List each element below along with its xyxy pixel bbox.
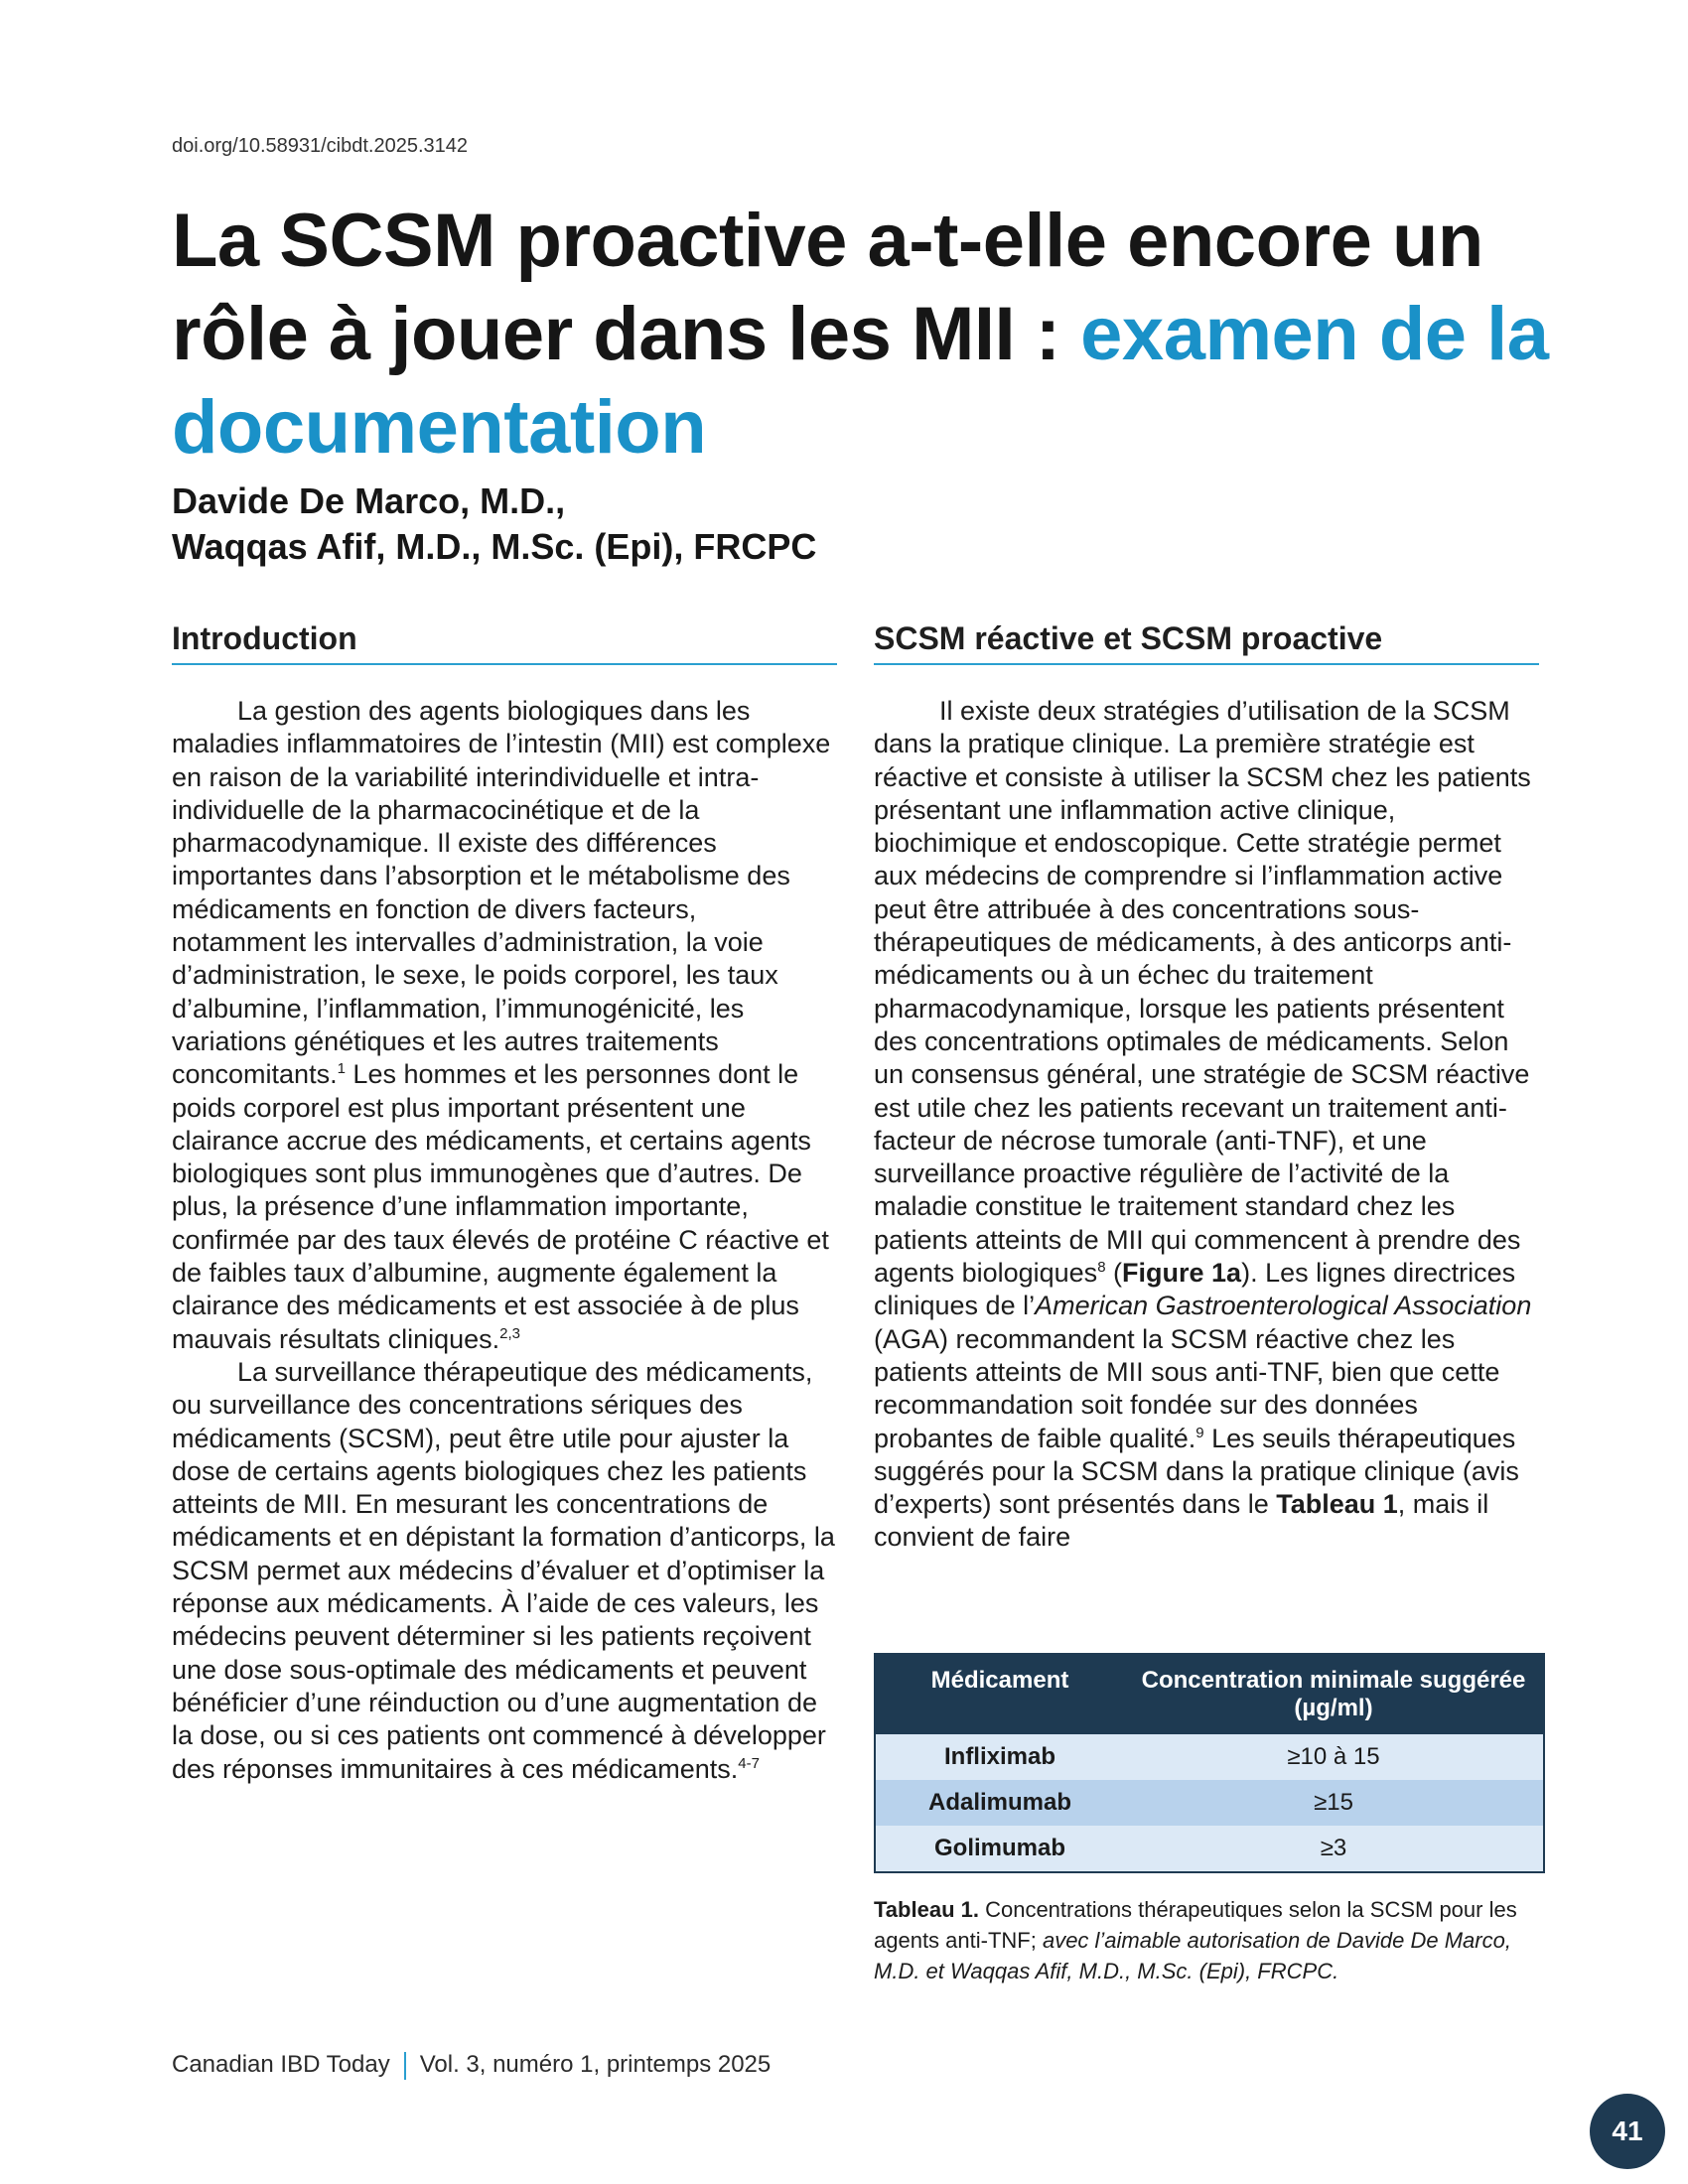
value-cell: ≥15 xyxy=(1124,1780,1543,1826)
left-column xyxy=(172,620,837,1786)
issue-info: Vol. 3, numéro 1, printemps 2025 xyxy=(419,2051,772,2078)
page-number: 41 xyxy=(1612,2116,1643,2146)
scsm-p1-paren: ( xyxy=(1105,1258,1123,1289)
header-concentration-label: Concentration minimale suggérée (µg/ml) xyxy=(1141,1667,1526,1721)
table-row xyxy=(876,1734,1543,1780)
intro-p1-text-a: La gestion des agents biologiques dans les maladies inflammatoires de l’intestin (MII) est complexe en raison de la variabilité interindividuelle et intra-individuelle de la pharmacocinétique et de la pharmacodynamique. Il existe des différences importantes dans l’absorption et le métabolisme des médicaments en fonction de divers facteurs, notamment les intervalles d’administration, la voie d’administration, le sexe, le poids corporel, les taux d’albumine, l’inflammation, l’immunogénicité, les variations génétiques et les autres traitements concomitants. xyxy=(172,696,831,1090)
table-row xyxy=(876,1780,1543,1826)
section-heading-introduction: Introduction xyxy=(172,620,837,665)
intro-paragraph-1 xyxy=(172,695,837,1356)
author-2: Waqqas Afif, M.D., M.Sc. (Epi), FRCPC xyxy=(172,526,817,567)
aga-name: American Gastroenterological Association xyxy=(1035,1291,1532,1321)
intro-paragraph-2 xyxy=(172,1356,837,1786)
reference-2-3: 2,3 xyxy=(499,1324,521,1342)
caption-credit: avec l’aimable autorisation de Davide De Marco, M.D. et Waqqas Afif, M.D., M.Sc. (Epi), FRCPC. xyxy=(874,1928,1511,1983)
drug-cell: Golimumab xyxy=(876,1826,1124,1871)
author-1: Davide De Marco, M.D., xyxy=(172,480,566,521)
scsm-p1-text-a: Il existe deux stratégies d’utilisation de la SCSM dans la pratique clinique. La première stratégie est réactive et consiste à utiliser la SCSM chez les patients présentant une inflammation active clinique, biochimique et endoscopique. Cette stratégie permet aux médecins de comprendre si l’inflammation active peut être attribuée à des concentrations sous-thérapeutiques de médicaments, à des anticorps anti-médicaments ou à un échec du traitement pharmacodynamique, lorsque les patients présentent des concentrations optimales de médicaments. Selon un consensus général, une stratégie de SCSM réactive est utile chez les patients recevant un traitement anti-facteur de nécrose tumorale (anti-TNF), et une surveillance proactive régulière de l’activité de la maladie constitue le traitement standard chez les patients atteints de MII qui commencent à prendre des agents biologiques xyxy=(874,696,1531,1289)
concentration-table xyxy=(876,1655,1543,1871)
reference-4-7: 4-7 xyxy=(738,1754,760,1772)
reference-1: 1 xyxy=(337,1060,346,1078)
value-cell: ≥3 xyxy=(1124,1826,1543,1871)
article-title xyxy=(172,195,1552,475)
section-heading-scsm: SCSM réactive et SCSM proactive xyxy=(874,620,1539,665)
table-1 xyxy=(874,1653,1545,1873)
figure-1a-ref[interactable]: Figure 1a xyxy=(1122,1258,1242,1289)
header-concentration xyxy=(1124,1655,1543,1734)
authors xyxy=(172,478,1065,570)
caption-text: Concentrations thérapeutiques selon la SCSM pour les agents anti-TNF; xyxy=(874,1897,1517,1953)
page-footer xyxy=(172,2051,771,2080)
title-accent: examen de la documentation xyxy=(172,292,1549,470)
intro-p2-text: La surveillance thérapeutique des médicaments, ou surveillance des concentrations sériques des médicaments (SCSM), peut être utile pour ajuster la dose de certains agents biologiques chez les patients atteints de MII. En mesurant les concentrations de médicaments et en dépistant la formation d’anticorps, la SCSM permet aux médecins d’évaluer et d’optimiser la réponse aux médicaments. À l’aide de ces valeurs, les médecins peuvent déterminer si les patients reçoivent une dose sous-optimale des médicaments et peuvent bénéficier d’une réinduction ou d’une augmentation de la dose, ou si ces patients ont commencé à développer des réponses immunitaires à ces médicaments. xyxy=(172,1356,835,1784)
intro-p1-text-b: Les hommes et les personnes dont le poids corporel est plus important présentent une clairance accrue des médicaments, et certains agents biologiques sont plus immunogènes que d’autres. De plus, la présence d’une inflammation importante, confirmée par des taux élevés de protéine C réactive et de faibles taux d’albumine, augmente également la clairance des médicaments et est associée à de plus mauvais résultats cliniques. xyxy=(172,1059,829,1354)
scsm-paragraph-1 xyxy=(874,695,1539,1555)
value-cell: ≥10 à 15 xyxy=(1124,1734,1543,1780)
table-1-ref[interactable]: Tableau 1 xyxy=(1276,1489,1398,1520)
table-row xyxy=(876,1826,1543,1871)
scsm-p1-text-c: (AGA) recommandent la SCSM réactive chez les patients atteints de MII sous anti-TNF, bien que cette recommandation soit fondée sur des données probantes de faible qualité. xyxy=(874,1323,1500,1453)
drug-cell: Infliximab xyxy=(876,1734,1124,1780)
drug-cell: Adalimumab xyxy=(876,1780,1124,1826)
journal-name: Canadian IBD Today xyxy=(172,2051,390,2078)
table-header-row xyxy=(876,1655,1543,1734)
right-column xyxy=(874,620,1539,1555)
reference-8: 8 xyxy=(1097,1259,1106,1277)
scsm-p1-text-e: , mais il convient de faire xyxy=(874,1489,1489,1553)
caption-label: Tableau 1. xyxy=(874,1897,979,1922)
page-number-badge xyxy=(1590,2094,1665,2169)
doi-link[interactable]: doi.org/10.58931/cibdt.2025.3142 xyxy=(172,135,469,157)
table-caption xyxy=(874,1894,1541,1986)
reference-9: 9 xyxy=(1196,1424,1204,1441)
footer-divider xyxy=(404,2052,406,2080)
header-drug: Médicament xyxy=(876,1655,1124,1734)
scsm-p1-text-d: Les seuils thérapeutiques suggérés pour la SCSM dans la pratique clinique (avis d’experts) sont présentés dans le xyxy=(874,1423,1519,1520)
scsm-p1-text-b: ). Les lignes directrices cliniques de l’ xyxy=(874,1258,1516,1321)
title-main: La SCSM proactive a-t-elle encore un rôle à jouer dans les MII : xyxy=(172,199,1483,376)
